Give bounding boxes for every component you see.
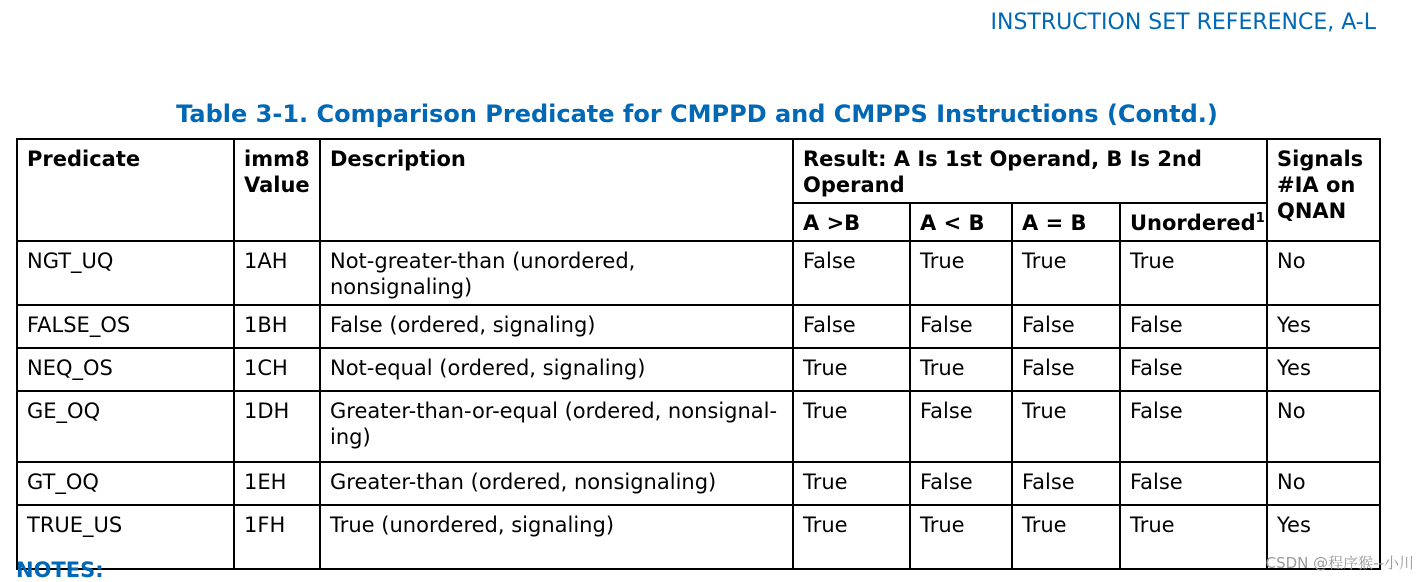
subheader-a-gt-b: A >B (793, 203, 910, 241)
table-row (17, 391, 1380, 462)
subheader-a-lt-b: A < B (910, 203, 1012, 241)
cell-a-lt-b: False (910, 462, 1012, 505)
cell-imm8: 1AH (234, 241, 320, 305)
cell-description: True (unordered, signaling) (320, 505, 793, 569)
cell-signals: Yes (1267, 505, 1380, 569)
cell-a-eq-b: False (1012, 305, 1120, 348)
cell-a-eq-b: False (1012, 348, 1120, 391)
cell-a-gt-b: True (793, 348, 910, 391)
cell-a-eq-b: True (1012, 241, 1120, 305)
cell-imm8: 1BH (234, 305, 320, 348)
table-row (17, 348, 1380, 391)
cell-description: Not-greater-than (unordered, nonsignaling) (320, 241, 793, 305)
header-description: Description (320, 139, 793, 241)
cell-imm8: 1CH (234, 348, 320, 391)
header-signals: Signals #IA on QNAN (1267, 139, 1380, 241)
cell-unordered: False (1120, 305, 1267, 348)
notes-heading: NOTES: (16, 558, 104, 582)
cell-a-lt-b: False (910, 391, 1012, 462)
cell-description: Not-equal (ordered, signaling) (320, 348, 793, 391)
cell-signals: Yes (1267, 348, 1380, 391)
cell-predicate: NGT_UQ (17, 241, 234, 305)
cell-imm8: 1FH (234, 505, 320, 569)
table-row (17, 505, 1380, 569)
watermark: CSDN @程序猴--小川 (1265, 554, 1414, 572)
cell-a-gt-b: False (793, 305, 910, 348)
header-imm8-value: imm8 Value (234, 139, 320, 241)
cell-a-lt-b: True (910, 505, 1012, 569)
running-header: INSTRUCTION SET REFERENCE, A-L (990, 10, 1376, 35)
cell-description: Greater-than (ordered, nonsignaling) (320, 462, 793, 505)
table-title: Table 3-1. Comparison Predicate for CMPPD and CMPPS Instructions (Contd.) (176, 100, 1218, 128)
cell-signals: No (1267, 241, 1380, 305)
table-row (17, 462, 1380, 505)
cell-a-lt-b: False (910, 305, 1012, 348)
cell-predicate: NEQ_OS (17, 348, 234, 391)
cell-a-lt-b: True (910, 241, 1012, 305)
cell-signals: No (1267, 462, 1380, 505)
cell-predicate: TRUE_US (17, 505, 234, 569)
cell-a-gt-b: False (793, 241, 910, 305)
cell-predicate: FALSE_OS (17, 305, 234, 348)
cell-a-gt-b: True (793, 505, 910, 569)
cell-predicate: GE_OQ (17, 391, 234, 462)
subheader-unordered (1120, 203, 1267, 241)
cell-a-lt-b: True (910, 348, 1012, 391)
cell-predicate: GT_OQ (17, 462, 234, 505)
subheader-unordered-label: Unordered (1130, 211, 1256, 235)
cell-a-eq-b: True (1012, 505, 1120, 569)
comparison-predicate-table (16, 138, 1381, 570)
cell-description: False (ordered, signaling) (320, 305, 793, 348)
header-row (17, 139, 1380, 203)
subheader-a-eq-b: A = B (1012, 203, 1120, 241)
cell-unordered: False (1120, 391, 1267, 462)
table-row (17, 241, 1380, 305)
cell-a-gt-b: True (793, 391, 910, 462)
header-result: Result: A Is 1st Operand, B Is 2nd Operand (793, 139, 1267, 203)
cell-signals: Yes (1267, 305, 1380, 348)
cell-imm8: 1EH (234, 462, 320, 505)
header-predicate: Predicate (17, 139, 234, 241)
cell-unordered: True (1120, 241, 1267, 305)
cell-a-eq-b: False (1012, 462, 1120, 505)
cell-unordered: False (1120, 348, 1267, 391)
cell-signals: No (1267, 391, 1380, 462)
cell-unordered: False (1120, 462, 1267, 505)
cell-description: Greater-than-or-equal (ordered, nonsignal-ing) (320, 391, 793, 462)
cell-a-eq-b: True (1012, 391, 1120, 462)
cell-a-gt-b: True (793, 462, 910, 505)
table-row (17, 305, 1380, 348)
footnote-ref: 1 (1255, 211, 1265, 226)
cell-unordered: True (1120, 505, 1267, 569)
cell-imm8: 1DH (234, 391, 320, 462)
